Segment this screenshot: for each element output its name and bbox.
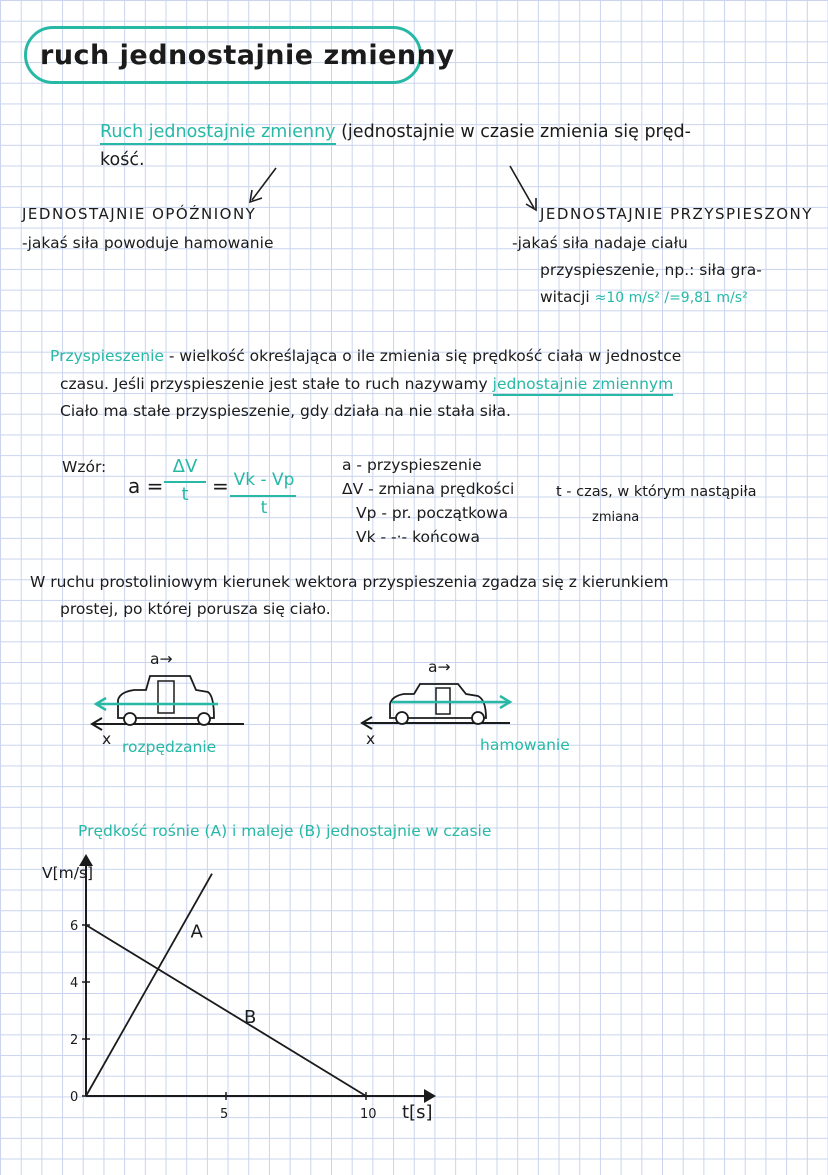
y-tick-label: 2 xyxy=(70,1033,79,1048)
graph-caption: Prędkość rośnie (A) i maleje (B) jednostajnie w czasie xyxy=(78,822,492,840)
legend-t: t - czas, w którym nastąpiła xyxy=(556,484,757,500)
direction-line-1: W ruchu prostoliniowym kierunek wektora przyspieszenia zgadza się z kierunkiem xyxy=(30,573,669,591)
right-type-gravity: witacji xyxy=(540,288,590,306)
left-caption: rozpędzanie xyxy=(122,738,217,756)
legend-vk: Vk - -·- końcowa xyxy=(356,528,480,546)
series-line-B xyxy=(86,925,366,1096)
direction-line-2: prostej, po której porusza się ciało. xyxy=(60,600,331,618)
x-tick-label: 5 xyxy=(220,1107,229,1122)
right-type-heading: JEDNOSTAJNIE PRZYSPIESZONY xyxy=(540,205,813,223)
formula-lhs: a = xyxy=(128,474,164,498)
gravity-value: ≈10 m/s² /=9,81 m/s² xyxy=(594,290,748,306)
series-line-A xyxy=(86,874,212,1096)
legend-delta-v: ΔV - zmiana prędkości xyxy=(342,480,515,498)
left-type-heading: JEDNOSTAJNIE OPÓŹNIONY xyxy=(22,205,257,223)
formula-label: Wzór: xyxy=(62,458,107,476)
right-caption: hamowanie xyxy=(480,736,570,754)
formula-den-2: t xyxy=(260,498,268,518)
accel-def: - wielkość określająca o ile zmienia się prędkość ciała w jednostce xyxy=(168,347,682,365)
series-label-A: A xyxy=(190,921,203,943)
right-type-line-1: -jakaś siła nadaje ciału xyxy=(512,234,688,252)
x-tick-label: 10 xyxy=(360,1107,377,1122)
chart-ylabel: V[m/s] xyxy=(42,864,94,882)
chart-xlabel: t[s] xyxy=(402,1102,433,1123)
right-vector-label: a→ xyxy=(428,658,451,676)
accel-line-2-start: czasu. Jeśli przyspieszenie jest stałe to ruch nazywamy xyxy=(60,375,488,393)
intro-line-2: kość. xyxy=(100,150,145,170)
legend-a: a - przyspieszenie xyxy=(342,456,482,474)
right-axis-label: x xyxy=(366,730,376,748)
formula-num-1: ΔV xyxy=(172,456,198,477)
legend-t-2: zmiana xyxy=(592,510,640,525)
series-label-B: B xyxy=(244,1007,257,1029)
formula-den-1: t xyxy=(181,484,189,505)
intro-rest: (jednostajnie w czasie zmienia się pręd- xyxy=(341,122,691,142)
legend-vp: Vp - pr. początkowa xyxy=(356,504,509,522)
left-type-desc: -jakaś siła powoduje hamowanie xyxy=(22,234,274,252)
page-title: ruch jednostajnie zmienny xyxy=(40,40,455,71)
y-tick-label: 6 xyxy=(70,919,79,934)
accel-term: Przyspieszenie xyxy=(50,347,164,365)
intro-term: Ruch jednostajnie zmienny xyxy=(100,122,336,145)
x-axis-arrowhead xyxy=(424,1089,436,1103)
formula-eq: = xyxy=(212,474,229,498)
accel-line-2-term: jednostajnie zmiennym xyxy=(493,375,674,396)
accel-line-3: Ciało ma stałe przyspieszenie, gdy działa na nie stała siła. xyxy=(60,402,511,420)
y-tick-label: 4 xyxy=(70,976,79,991)
formula-num-2: Vk - Vp xyxy=(233,470,295,490)
left-vector-label: a→ xyxy=(150,650,173,668)
y-tick-label: 0 xyxy=(70,1090,79,1105)
right-type-line-2: przyspieszenie, np.: siła gra- xyxy=(540,261,762,279)
left-axis-label: x xyxy=(102,730,112,748)
